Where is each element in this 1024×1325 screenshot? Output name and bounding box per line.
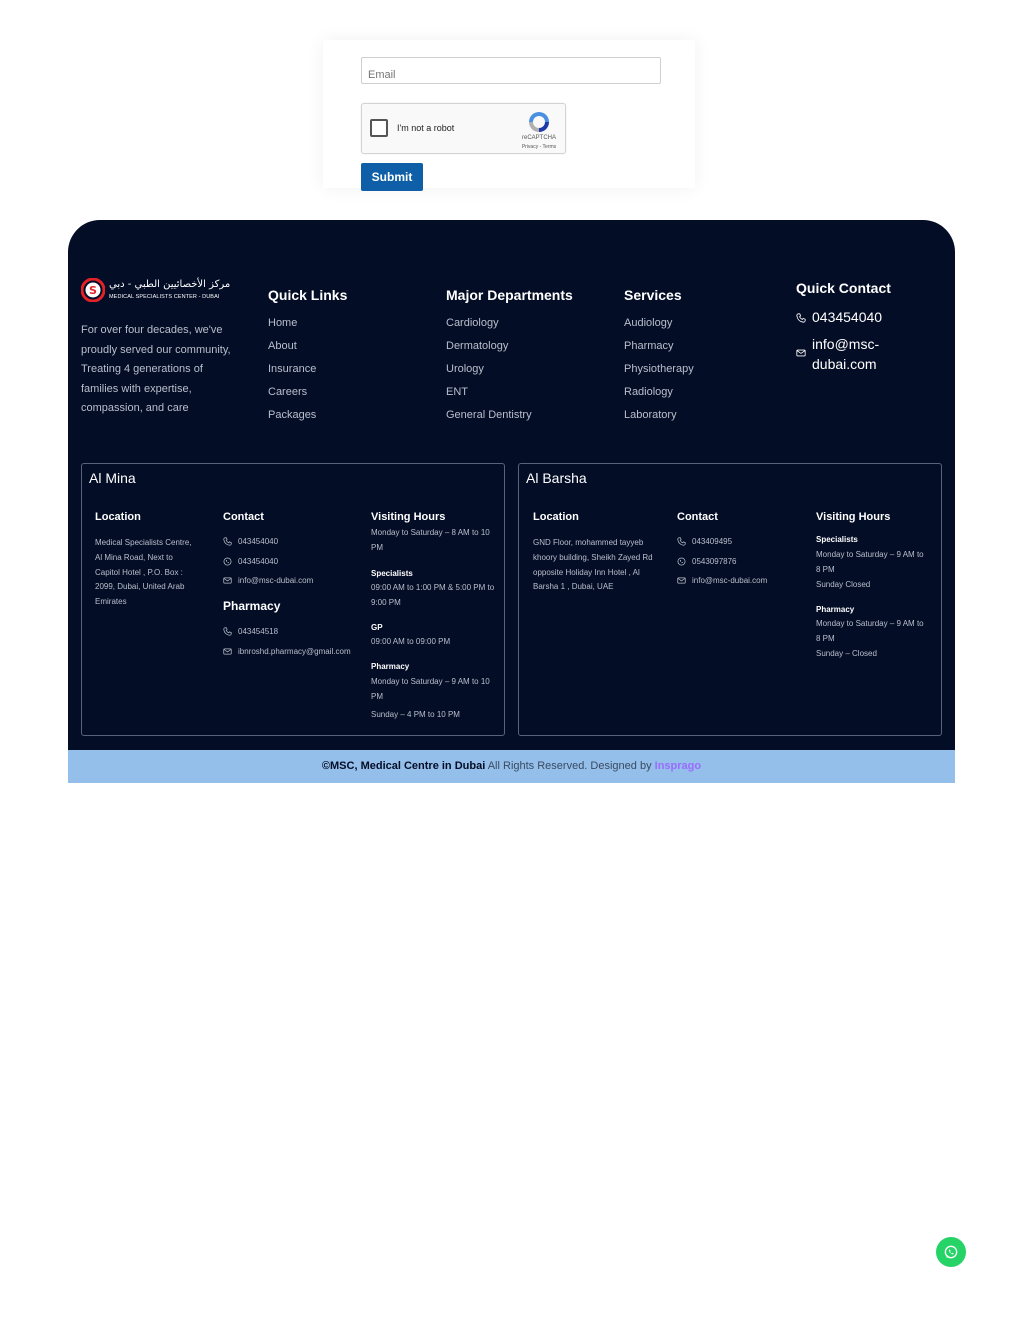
al-mina-pharmacy-hours-title: Pharmacy xyxy=(371,662,410,671)
quick-link-home[interactable]: Home xyxy=(268,317,298,329)
quick-contact-column xyxy=(796,280,936,374)
quick-contact-email[interactable] xyxy=(796,334,936,374)
al-barsha-specialists-hours: Monday to Saturday – 9 AM to 8 PM xyxy=(816,550,924,574)
whatsapp-chat-button[interactable] xyxy=(936,1237,966,1267)
al-barsha-email-text: info@msc-dubai.com xyxy=(692,576,768,586)
recaptcha-terms-link[interactable]: Privacy - Terms xyxy=(521,144,557,150)
al-mina-hours-general: Monday to Saturday – 8 AM to 10 PM xyxy=(371,528,490,552)
msc-logo-icon[interactable] xyxy=(81,278,105,302)
al-barsha-specialists-title: Specialists xyxy=(816,535,858,544)
al-mina-contact-list xyxy=(223,532,313,591)
quick-contact-phone-text: 043454040 xyxy=(812,309,883,325)
copyright-bar xyxy=(68,750,955,783)
al-barsha-location-title: Location xyxy=(533,511,579,523)
branch-al-mina xyxy=(81,463,505,736)
quick-contact-phone[interactable] xyxy=(796,309,936,325)
branch-al-mina-title: Al Mina xyxy=(89,470,136,486)
quick-link-packages[interactable]: Packages xyxy=(268,409,317,421)
branch-al-barsha xyxy=(518,463,942,736)
copyright-rights: All Rights Reserved. Designed by xyxy=(485,760,655,772)
email-input[interactable] xyxy=(361,57,661,84)
department-general-dentistry[interactable]: General Dentistry xyxy=(446,409,532,421)
services-column xyxy=(624,287,694,431)
recaptcha-checkbox[interactable] xyxy=(370,119,388,137)
mail-icon xyxy=(223,576,232,585)
al-mina-pharmacy-contact xyxy=(223,622,351,661)
phone-icon xyxy=(677,537,686,546)
whatsapp-icon xyxy=(943,1244,959,1260)
recaptcha-label: I'm not a robot xyxy=(397,123,455,133)
al-barsha-email[interactable] xyxy=(677,571,767,591)
copyright-owner: ©MSC, Medical Centre in Dubai xyxy=(321,760,486,772)
al-mina-whatsapp[interactable] xyxy=(223,552,313,572)
al-mina-phone[interactable] xyxy=(223,532,313,552)
quick-link-careers[interactable]: Careers xyxy=(268,386,308,398)
recaptcha-logo-icon xyxy=(527,110,551,134)
al-mina-hours-title: Visiting Hours xyxy=(371,511,446,523)
al-barsha-specialists-sunday: Sunday Closed xyxy=(816,580,871,589)
al-barsha-contact-title: Contact xyxy=(677,511,718,523)
al-barsha-phone-text: 043409495 xyxy=(692,537,733,547)
al-mina-pharmacy-title: Pharmacy xyxy=(223,599,281,613)
al-mina-pharmacy-phone[interactable] xyxy=(223,622,351,642)
department-ent[interactable]: ENT xyxy=(446,386,468,398)
site-footer xyxy=(68,220,955,750)
service-radiology[interactable]: Radiology xyxy=(624,386,673,398)
svg-text:S: S xyxy=(89,284,97,297)
al-mina-specialists-title: Specialists xyxy=(371,569,413,578)
service-pharmacy[interactable]: Pharmacy xyxy=(624,340,674,352)
about-text: For over four decades, we've proudly served our community, Treating 4 generations of families with expertise, compassion, and care xyxy=(81,324,231,415)
al-barsha-pharmacy-sunday: Sunday – Closed xyxy=(816,649,877,658)
al-barsha-pharmacy-hours: Monday to Saturday – 9 AM to 8 PM xyxy=(816,619,924,643)
al-mina-pharmacy-email[interactable] xyxy=(223,642,351,662)
al-barsha-hours-title: Visiting Hours xyxy=(816,511,891,523)
whatsapp-icon xyxy=(223,557,232,566)
department-urology[interactable]: Urology xyxy=(446,363,484,375)
al-mina-pharmacy-sunday: Sunday – 4 PM to 10 PM xyxy=(371,710,460,719)
service-audiology[interactable]: Audiology xyxy=(624,317,673,329)
al-barsha-pharmacy-title: Pharmacy xyxy=(816,605,855,614)
al-mina-pharmacy-hours: Monday to Saturday – 9 AM to 10 PM xyxy=(371,677,490,701)
al-mina-email-text: info@msc-dubai.com xyxy=(238,576,314,586)
al-barsha-phone[interactable] xyxy=(677,532,767,552)
logo-english-text: MEDICAL SPECIALISTS CENTER - DUBAI xyxy=(109,294,220,300)
al-mina-location-title: Location xyxy=(95,511,141,523)
mail-icon xyxy=(796,348,806,358)
logo-arabic-text: مركز الأخصائيين الطبي - دبي xyxy=(109,279,231,290)
recaptcha-widget xyxy=(361,103,566,154)
departments-title: Major Departments xyxy=(446,287,573,303)
al-barsha-whatsapp-text: 0543097876 xyxy=(692,556,737,566)
al-mina-specialists-hours: 09:00 AM to 1:00 PM & 5:00 PM to 9:00 PM xyxy=(371,583,495,607)
al-barsha-contact-list xyxy=(677,532,767,591)
mail-icon xyxy=(223,647,232,656)
department-dermatology[interactable]: Dermatology xyxy=(446,340,509,352)
recaptcha-brand: reCAPTCHA xyxy=(521,135,556,141)
departments-column xyxy=(446,287,573,431)
al-mina-contact-title: Contact xyxy=(223,511,264,523)
al-mina-pharmacy-phone-text: 043454518 xyxy=(238,627,279,637)
al-barsha-location-text: GND Floor, mohammed tayyeb khoory building, Sheikh Zayed Rd opposite Holiday Inn Hotel , Al Barsha 1 , Dubai, UAE xyxy=(533,538,653,592)
designer-link[interactable]: Insprago xyxy=(654,760,702,772)
al-mina-gp-hours: 09:00 AM to 09:00 PM xyxy=(371,637,451,646)
al-mina-whatsapp-text: 043454040 xyxy=(238,556,279,566)
services-title: Services xyxy=(624,287,682,303)
service-physiotherapy[interactable]: Physiotherapy xyxy=(624,363,694,375)
submit-button[interactable]: Submit xyxy=(361,163,423,191)
branch-al-barsha-title: Al Barsha xyxy=(526,470,587,486)
al-mina-location-text: Medical Specialists Centre, Al Mina Road, Next to Capitol Hotel , P.O. Box : 2099, Dubai, United Arab Emirates xyxy=(95,538,192,607)
al-mina-phone-text: 043454040 xyxy=(238,537,279,547)
al-barsha-whatsapp[interactable] xyxy=(677,552,767,572)
quick-link-insurance[interactable]: Insurance xyxy=(268,363,317,375)
phone-icon xyxy=(796,313,806,323)
quick-links-title: Quick Links xyxy=(268,287,348,303)
phone-icon xyxy=(223,627,232,636)
al-mina-pharmacy-email-text: ibnroshd.pharmacy@gmail.com xyxy=(238,646,351,656)
quick-contact-title: Quick Contact xyxy=(796,280,891,296)
phone-icon xyxy=(223,537,232,546)
department-cardiology[interactable]: Cardiology xyxy=(446,317,499,329)
al-mina-email[interactable] xyxy=(223,571,313,591)
al-mina-gp-title: GP xyxy=(371,623,383,632)
quick-contact-email-text: info@msc-dubai.com xyxy=(812,336,880,372)
service-laboratory[interactable]: Laboratory xyxy=(624,409,677,421)
mail-icon xyxy=(677,576,686,585)
quick-links-column xyxy=(268,287,347,431)
quick-link-about[interactable]: About xyxy=(268,340,297,352)
whatsapp-icon xyxy=(677,557,686,566)
